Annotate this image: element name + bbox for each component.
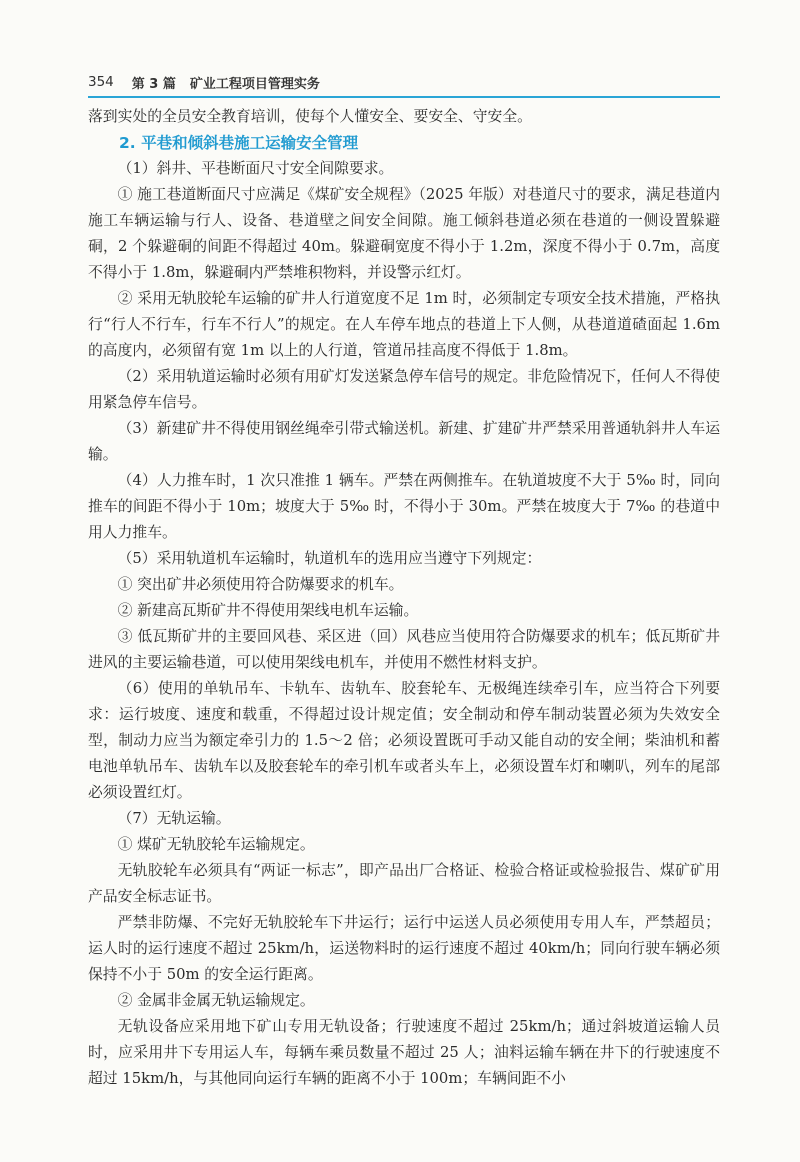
paragraph: ① 突出矿井必须使用符合防爆要求的机车。 [117,576,404,593]
body-text [88,104,720,1092]
paragraph: ② 采用无轨胶轮车运输的矿井人行道宽度不足 1m 时，必须制定专项安全技术措施，严格执行“行人不行车，行车不行人”的规定。在人车停车地点的巷道上下人侧，从巷道道碴面起 1.6m 的高度内，必须留有宽 1m 以上的人行道，管道吊挂高度不得低于 1.8m。 [88,290,720,359]
paragraph: ① 煤矿无轨胶轮车运输规定。 [117,836,315,853]
paragraph: （2）采用轨道运输时必须有用矿灯发送紧急停车信号的规定。非危险情况下，任何人不得使用紧急停车信号。 [88,368,720,411]
paragraph: （4）人力推车时，1 次只准推 1 辆车。严禁在两侧推车。在轨道坡度不大于 5‰ 时，同向推车的间距不得小于 10m；坡度大于 5‰ 时，不得小于 30m。严禁在坡度大于 7‰ 的巷道中用人力推车。 [88,472,720,541]
part-label: 第 3 篇 [131,76,176,92]
paragraph: ③ 低瓦斯矿井的主要回风巷、采区进（回）风巷应当使用符合防爆要求的机车；低瓦斯矿井进风的主要运输巷道，可以使用架线电机车，并使用不燃性材料支护。 [88,628,720,671]
paragraph: 无轨设备应采用地下矿山专用无轨设备；行驶速度不超过 25km/h；通过斜坡道运输人员时，应采用井下专用运人车，每辆车乘员数量不超过 25 人；油料运输车辆在井下的行驶速度不超过 15km/h，与其他同向运行车辆的距离不小于 100m；车辆间距不小 [88,1018,720,1087]
page-number: 354 [88,74,114,90]
running-header [88,70,720,94]
paragraph: 无轨胶轮车必须具有“两证一标志”，即产品出厂合格证、检验合格证或检验报告、煤矿矿用产品安全标志证书。 [88,862,720,905]
paragraph: ② 金属非金属无轨运输规定。 [117,992,315,1009]
paragraph: （3）新建矿井不得使用钢丝绳牵引带式输送机。新建、扩建矿井严禁采用普通轨斜井人车运输。 [88,420,720,463]
paragraph: 落到实处的全员安全教育培训，使每个人懂安全、要安全、守安全。 [88,108,532,125]
book-title: 矿业工程项目管理实务 [189,76,320,92]
paragraph: （6）使用的单轨吊车、卡轨车、齿轨车、胶套轮车、无极绳连续牵引车，应当符合下列要求：运行坡度、速度和载重，不得超过设计规定值；安全制动和停车制动装置必须为失效安全型，制动力应当为额定牵引力的 1.5～2 倍；必须设置既可手动又能自动的安全闸；柴油机和蓄电池单轨吊车、齿轨车以及胶套轮车的牵引机车或者头车上，必须设置车灯和喇叭，列车的尾部必须设置红灯。 [88,680,720,801]
paragraph: （7）无轨运输。 [117,810,231,827]
paragraph: （1）斜井、平巷断面尺寸安全间隙要求。 [117,160,394,177]
header-rule [88,96,720,98]
paragraph: 严禁非防爆、不完好无轨胶轮车下井运行；运行中运送人员必须使用专用人车，严禁超员；运人时的运行速度不超过 25km/h，运送物料时的运行速度不超过 40km/h；同向行驶车辆必须保持不小于 50m 的安全运行距离。 [88,914,720,983]
paragraph: ② 新建高瓦斯矿井不得使用架线电机车运输。 [117,602,419,619]
paragraph: ① 施工巷道断面尺寸应满足《煤矿安全规程》（2025 年版）对巷道尺寸的要求，满足巷道内施工车辆运输与行人、设备、巷道壁之间安全间隙。施工倾斜巷道必须在巷道的一侧设置躲避硐，2 个躲避硐的间距不得超过 40m。躲避硐宽度不得小于 1.2m，深度不得小于 0.7m，高度不得小于 1.8m，躲避硐内严禁堆积物料，并设警示红灯。 [88,186,720,281]
section-heading: 2. 平巷和倾斜巷施工运输安全管理 [119,134,359,152]
paragraph: （5）采用轨道机车运输时，轨道机车的选用应当遵守下列规定： [117,550,542,567]
